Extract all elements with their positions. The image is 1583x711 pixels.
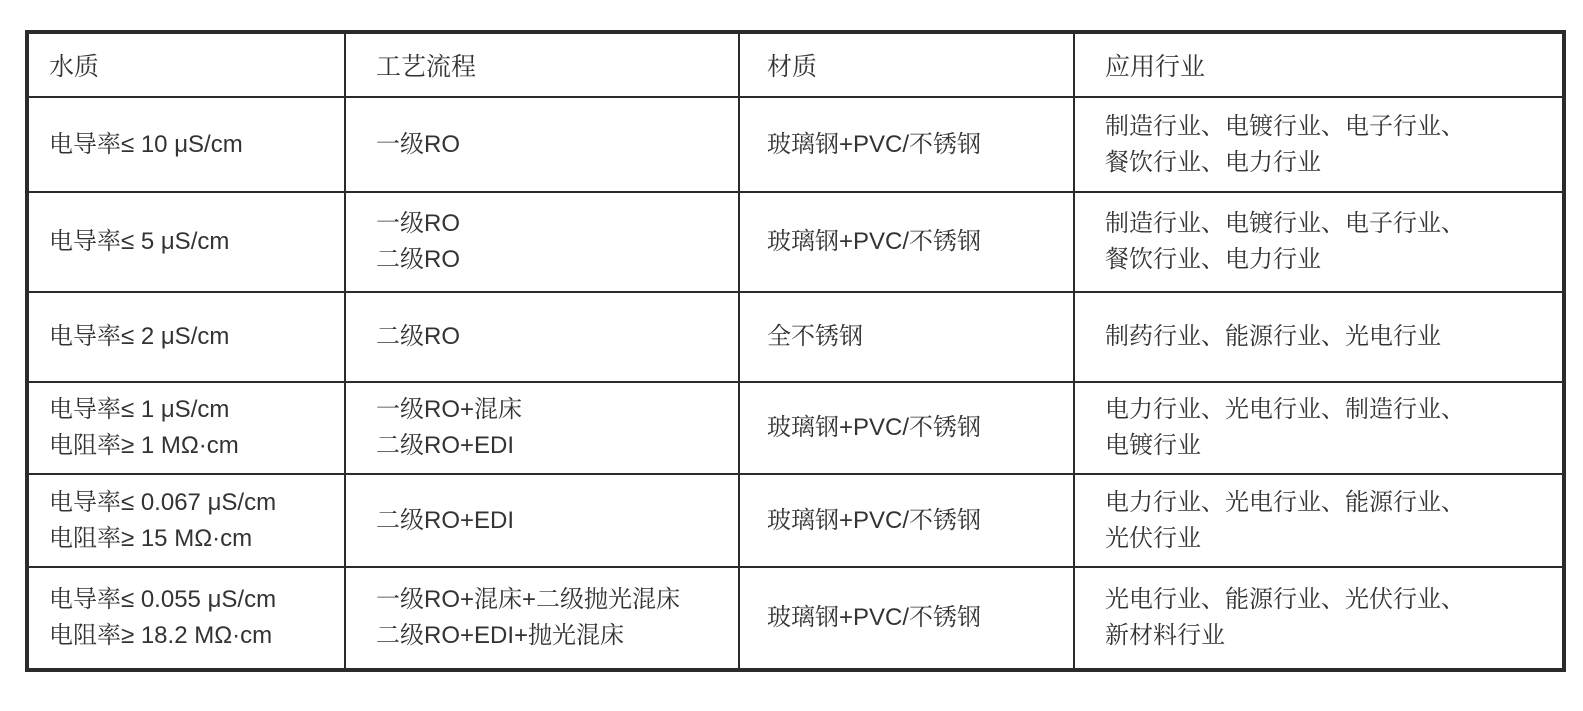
cell-industries	[1074, 382, 1564, 474]
cell-line: 一级RO	[376, 210, 460, 237]
cell-line: 二级RO	[376, 323, 460, 350]
cell-line: 二级RO	[376, 246, 460, 273]
cell-line: 二级RO+EDI	[376, 432, 515, 459]
cell-water-quality	[27, 192, 345, 292]
cell-line: 电阻率≥ 1 MΩ·cm	[49, 432, 239, 459]
cell-line: 制造行业、电镀行业、电子行业、	[1105, 112, 1465, 140]
cell-line: 新材料行业	[1105, 622, 1225, 649]
cell-line: 一级RO	[376, 130, 460, 158]
cell-line: 电导率≤ 0.067 μS/cm	[49, 488, 277, 516]
cell-process-flow	[345, 567, 739, 670]
cell-process-flow	[345, 382, 739, 474]
column-header-industries: 应用行业	[1074, 32, 1564, 97]
table-row	[27, 382, 1564, 474]
cell-line: 电导率≤ 5 μS/cm	[49, 228, 230, 255]
cell-process-flow	[345, 97, 739, 192]
spec-table	[25, 30, 1566, 672]
cell-process-flow	[345, 192, 739, 292]
table-row	[27, 292, 1564, 382]
cell-industries	[1074, 474, 1564, 567]
cell-line: 制造行业、电镀行业、电子行业、	[1105, 210, 1465, 237]
cell-line: 玻璃钢+PVC/不锈钢	[767, 228, 982, 255]
cell-line: 电阻率≥ 18.2 MΩ·cm	[49, 622, 273, 649]
header-row	[27, 32, 1564, 97]
table-row	[27, 97, 1564, 192]
cell-water-quality	[27, 382, 345, 474]
cell-water-quality	[27, 97, 345, 192]
cell-line: 电导率≤ 10 μS/cm	[49, 130, 243, 158]
cell-material	[739, 192, 1074, 292]
column-header-process-flow: 工艺流程	[345, 32, 739, 97]
cell-material	[739, 567, 1074, 670]
cell-line: 二级RO+EDI	[376, 506, 515, 534]
cell-water-quality	[27, 474, 345, 567]
cell-line: 玻璃钢+PVC/不锈钢	[767, 130, 982, 158]
cell-water-quality	[27, 292, 345, 382]
cell-line: 电镀行业	[1105, 432, 1201, 459]
table-row	[27, 474, 1564, 567]
cell-industries	[1074, 192, 1564, 292]
column-header-material: 材质	[739, 32, 1074, 97]
cell-material	[739, 382, 1074, 474]
cell-line: 电阻率≥ 15 MΩ·cm	[49, 524, 253, 552]
table-row	[27, 192, 1564, 292]
cell-material	[739, 474, 1074, 567]
cell-line: 一级RO+混床	[376, 396, 523, 423]
cell-process-flow	[345, 474, 739, 567]
cell-line: 玻璃钢+PVC/不锈钢	[767, 506, 982, 534]
cell-material	[739, 292, 1074, 382]
cell-line: 电力行业、光电行业、制造行业、	[1105, 396, 1465, 423]
cell-line: 一级RO+混床+二级抛光混床	[376, 586, 681, 613]
cell-process-flow	[345, 292, 739, 382]
cell-material	[739, 97, 1074, 192]
cell-line: 餐饮行业、电力行业	[1105, 148, 1321, 176]
cell-line: 制药行业、能源行业、光电行业	[1105, 323, 1441, 350]
cell-line: 光电行业、能源行业、光伏行业、	[1105, 586, 1465, 613]
cell-water-quality	[27, 567, 345, 670]
table-row	[27, 567, 1564, 670]
cell-line: 电导率≤ 2 μS/cm	[49, 323, 230, 350]
cell-line: 电导率≤ 0.055 μS/cm	[49, 586, 277, 613]
cell-line: 电力行业、光电行业、能源行业、	[1105, 488, 1465, 516]
cell-line: 全不锈钢	[767, 323, 863, 350]
cell-industries	[1074, 97, 1564, 192]
column-header-water-quality: 水质	[27, 32, 345, 97]
cell-line: 电导率≤ 1 μS/cm	[49, 396, 230, 423]
cell-line: 玻璃钢+PVC/不锈钢	[767, 604, 982, 631]
cell-line: 二级RO+EDI+抛光混床	[376, 622, 625, 649]
cell-line: 光伏行业	[1105, 524, 1201, 552]
cell-line: 餐饮行业、电力行业	[1105, 246, 1321, 273]
cell-industries	[1074, 567, 1564, 670]
cell-industries	[1074, 292, 1564, 382]
cell-line: 玻璃钢+PVC/不锈钢	[767, 414, 982, 441]
